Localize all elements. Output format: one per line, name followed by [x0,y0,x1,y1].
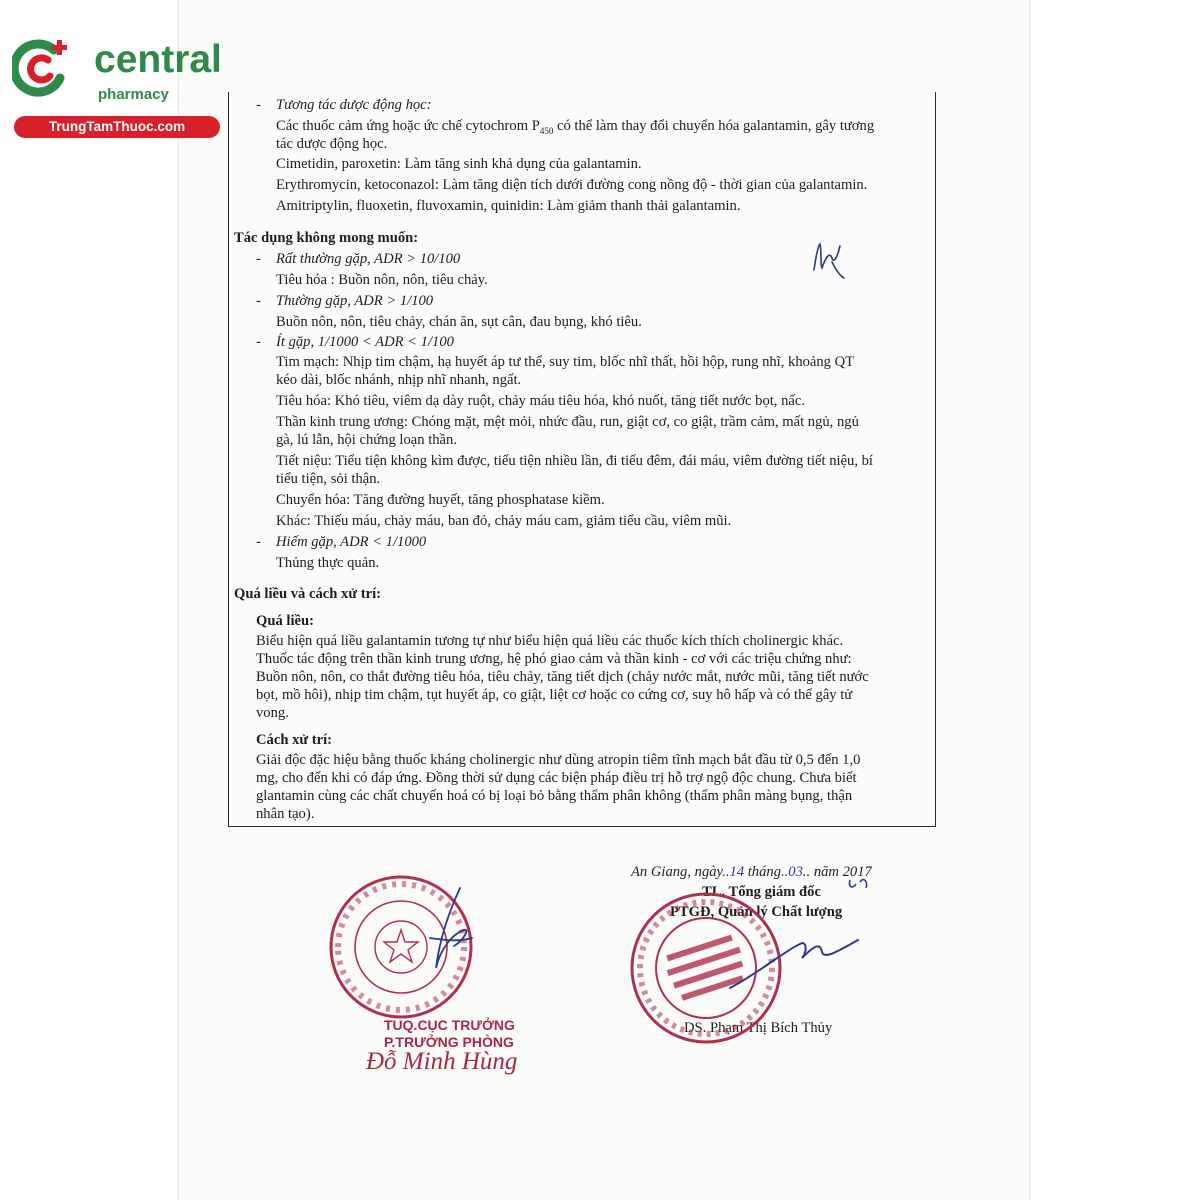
adr-metabolic: Chuyển hóa: Tăng đường huyết, tăng phosphatase kiềm. [276,492,605,508]
adr-other: Khác: Thiếu máu, chảy máu, ban đỏ, chảy máu cam, giảm tiểu cầu, viêm mũi. [276,513,732,529]
pk-heading: Tương tác dược động học: [276,97,432,113]
logo-subtitle: pharmacy [98,86,169,103]
adr-common-heading: Thường gặp, ADR > 1/100 [276,293,434,309]
authority-title-2: P.TRƯỞNG PHÒNG [384,1034,514,1050]
overdose-heading: Quá liều và cách xử trí: [234,586,381,602]
logo-brand: central [94,38,222,81]
signoff-signer-name: DS. Phạm Thị Bích Thủy [684,1020,833,1036]
authority-name: Đỗ Minh Hùng [366,1048,518,1075]
bullet-dash: - [256,293,261,309]
overdose-line: bọt, mồ hôi), nhịp tim chậm, tụt huyết áp, co giật, liệt cơ hoặc co cứng cơ, suy hô hấp và có thể gây tử [256,687,853,703]
adr-very-common-text: Tiêu hóa : Buồn nôn, nôn, tiêu chảy. [276,272,488,288]
authority-title-1: TUQ.CỤC TRƯỞNG [384,1017,515,1033]
management-line: Giải độc đặc hiệu bằng thuốc kháng cholinergic như dùng atropin tiêm tĩnh mạch bắt đầu từ 0,5 đến 1,0 [256,752,861,768]
bullet-dash: - [256,97,261,113]
adr-uro-1: Tiết niệu: Tiểu tiện không kìm được, tiểu tiện nhiều lần, đi tiểu đêm, đái máu, viêm đường tiết niệu, bí [276,453,873,469]
adr-uncommon-heading: Ít gặp, 1/1000 < ADR < 1/100 [276,334,454,350]
bullet-dash: - [256,534,261,550]
management-subheading: Cách xử trí: [256,732,333,748]
adr-very-common-heading: Rất thường gặp, ADR > 10/100 [276,251,461,267]
signoff-date: An Giang, ngày..14 tháng..03.. năm 2017 [631,864,872,880]
adr-cns-2: gà, lú lẫn, hội chứng loạn thần. [276,432,457,448]
bullet-dash: - [256,334,261,350]
signoff-role-1: TL. Tổng giám đốc [702,884,821,900]
adr-uro-2: tiểu tiện, sỏi thận. [276,471,381,487]
overdose-line: Biểu hiện quá liều galantamin tương tự như biểu hiện quá liều các thuốc kích thích cholinergic khác. [256,633,844,649]
overdose-subheading: Quá liều: [256,613,314,629]
adr-rare-text: Thủng thực quản. [276,555,380,571]
pk-paragraph-1: Các thuốc cảm ứng hoặc ức chế cytochrom $P_{450}$ có thể làm thay đổi chuyển hóa galantamin, gây tương [276,118,875,136]
pk-paragraph-1-cont: tác dược động học. [276,136,388,152]
central-pharmacy-logo[interactable] [10,36,220,140]
pk-paragraph-4: Amitriptylin, fluoxetin, fluvoxamin, quinidin: Làm giảm thanh thải galantamin. [276,198,741,214]
director-signature [690,860,900,1000]
authority-signature [400,880,490,990]
initial-signature [806,236,852,280]
overdose-line: Buồn nôn, nôn, co thắt đường tiêu hóa, tiêu chảy, tăng tiết dịch (chảy nước mắt, nước mũi, tăng tiết nước [256,669,869,685]
adr-heading: Tác dụng không mong muốn: [234,230,419,246]
adr-rare-heading: Hiếm gặp, ADR < 1/1000 [276,534,427,550]
signoff-role-2: PTGĐ, Quản lý Chất lượng [670,904,843,920]
adr-common-text: Buồn nôn, nôn, tiêu chảy, chán ăn, sụt cân, đau bụng, khó tiêu. [276,314,642,330]
overdose-line: vong. [256,705,289,721]
adr-cardio-1: Tim mạch: Nhịp tim chậm, hạ huyết áp tư thế, suy tim, blốc nhĩ thất, hồi hộp, rung nhĩ, khoảng QT [276,354,855,370]
adr-gi: Tiêu hóa: Khó tiêu, viêm dạ dày ruột, chảy máu tiêu hóa, khó nuốt, tăng tiết nước bọt, nấc. [276,393,806,409]
pharmacy-cross-icon [12,38,72,98]
pk-paragraph-3: Erythromycin, ketoconazol: Làm tăng diện tích dưới đường cong nồng độ - thời gian của galantamin. [276,177,868,193]
bullet-dash: - [256,251,261,267]
management-line: nhân tạo). [256,806,315,822]
adr-cns-1: Thần kinh trung ương: Chóng mặt, mệt mỏi, nhức đầu, run, giật cơ, co giật, trầm cảm, mất ngủ, ngủ [276,414,859,430]
logo-url[interactable]: TrungTamThuoc.com [14,116,220,138]
overdose-line: Thuốc tác động trên thần kinh trung ương, hệ phó giao cảm và thần kinh - cơ với các triệu chứng như: [256,651,852,667]
management-line: mg, cho đến khi có đáp ứng. Đồng thời sử dụng các biện pháp điều trị hỗ trợ ngộ độc chung. Chưa biết [256,770,857,786]
adr-cardio-2: kéo dài, blốc nhánh, nhịp nhĩ nhanh, ngất. [276,372,522,388]
pk-paragraph-2: Cimetidin, paroxetin: Làm tăng sinh khả dụng của galantamin. [276,156,642,172]
management-line: glantamin cùng các chất chuyển hoá có bị loại bỏ bằng thẩm phân không (thẩm phân màng bụng, thận [256,788,853,804]
